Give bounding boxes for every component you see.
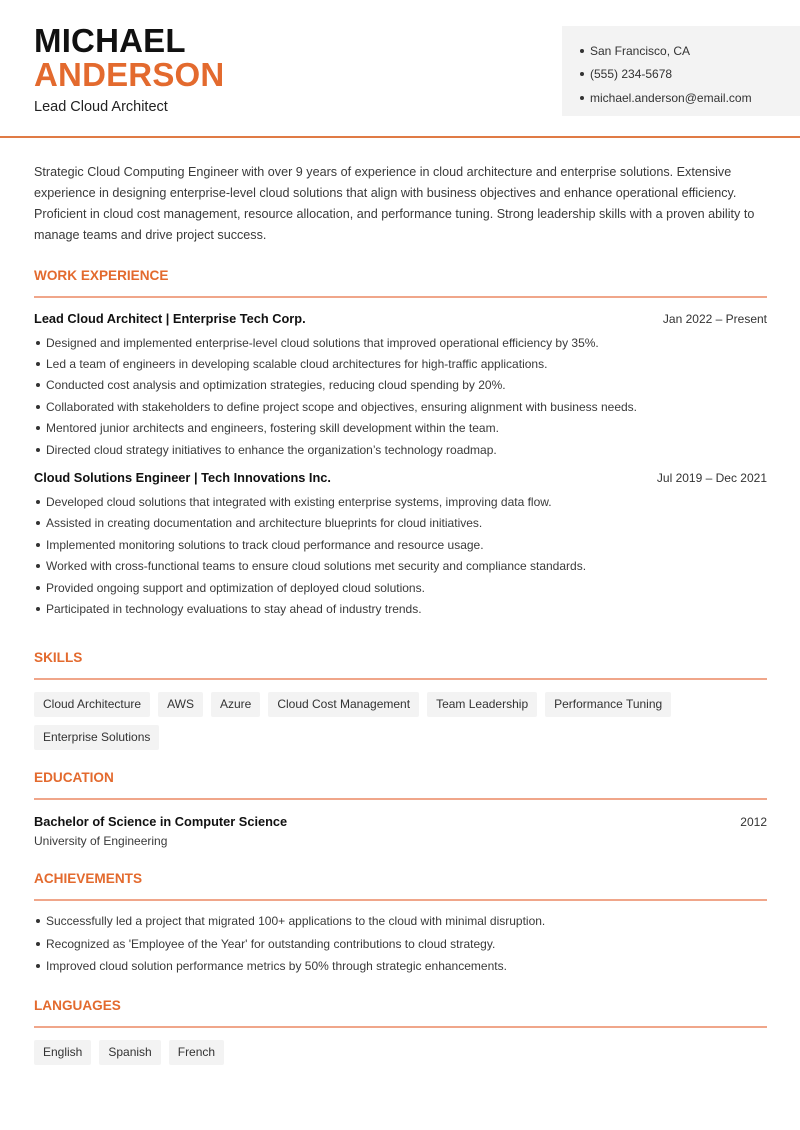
resume-header [0,0,800,138]
contact-location [580,39,800,63]
education-header [34,814,767,829]
first-name: MICHAEL [34,22,186,59]
bullet-icon [36,362,40,366]
bullet-icon [36,586,40,590]
bullet-icon [36,543,40,547]
section-title-achievements: ACHIEVEMENTS [34,871,143,886]
language-tag: English [34,1040,91,1065]
bullet-text: Conducted cost analysis and optimization strategies, reducing cloud spending by 20%. [46,378,506,393]
section-divider [34,798,767,800]
job-entry [34,470,767,619]
job-role: Cloud Solutions Engineer | Tech Innovations Inc. [34,470,331,486]
bullet-icon [580,96,584,100]
list-item [34,332,767,353]
job-title: Lead Cloud Architect [34,99,168,115]
bullet-icon [36,426,40,430]
bullet-icon [36,383,40,387]
list-item [34,534,767,555]
skills-tags [34,692,767,750]
bullet-text: Designed and implemented enterprise-level cloud solutions that improved operational efficiency by 35%. [46,335,599,350]
list-item [34,439,767,460]
bullet-text: Implemented monitoring solutions to track cloud performance and resource usage. [46,537,484,552]
section-divider [34,1026,767,1028]
bullet-icon [36,448,40,452]
skill-tag: Team Leadership [427,692,537,717]
work-experience-section [34,266,767,620]
bullet-icon [36,564,40,568]
job-dates: Jan 2022 – Present [662,311,767,326]
job-bullets [34,332,767,460]
language-tag: French [169,1040,224,1065]
skill-tag: Cloud Architecture [34,692,150,717]
bullet-icon [36,607,40,611]
list-item [34,513,767,534]
section-title-skills: SKILLS [34,650,83,665]
bullet-icon [36,942,40,946]
location-text: San Francisco, CA [590,43,691,58]
bullet-icon [36,919,40,923]
achievements-section [34,869,767,978]
degree: Bachelor of Science in Computer Science [34,814,288,829]
list-item [34,598,767,619]
list-item [34,491,767,512]
bullet-text: Recognized as 'Employee of the Year' for outstanding contributions to cloud strategy. [46,936,496,951]
language-tags [34,1040,767,1065]
bullet-icon [36,405,40,409]
bullet-icon [36,341,40,345]
education-section [34,768,767,848]
skill-tag: AWS [158,692,203,717]
list-item [34,910,767,933]
bullet-icon [36,521,40,525]
bullet-text: Collaborated with stakeholders to define project scope and objectives, ensuring alignment with business needs. [46,399,638,414]
section-divider [34,899,767,901]
bullet-text: Directed cloud strategy initiatives to enhance the organization’s technology roadmap. [46,442,497,457]
section-divider [34,678,767,680]
bullet-text: Improved cloud solution performance metrics by 50% through strategic enhancements. [46,959,507,974]
bullet-text: Mentored junior architects and engineers, fostering skill development within the team. [46,421,499,436]
bullet-text: Successfully led a project that migrated 100+ applications to the cloud with minimal disruption. [46,914,546,929]
bullet-icon [36,964,40,968]
list-item [34,353,767,374]
contact-phone [580,63,800,87]
list-item [34,933,767,956]
bullet-text: Worked with cross-functional teams to ensure cloud solutions met security and compliance standards. [46,559,587,574]
bullet-text: Assisted in creating documentation and architecture blueprints for cloud initiatives. [46,516,483,531]
bullet-text: Participated in technology evaluations to stay ahead of industry trends. [46,601,422,616]
job-dates: Jul 2019 – Dec 2021 [656,470,767,485]
graduation-year: 2012 [740,814,767,829]
job-entry [34,311,767,460]
list-item [34,577,767,598]
bullet-text: Developed cloud solutions that integrated with existing enterprise systems, improving data flow. [46,495,552,510]
job-header [34,470,767,485]
list-item [34,556,767,577]
job-bullets [34,491,767,619]
list-item [34,375,767,396]
languages-section [34,996,767,1065]
last-name: ANDERSON [34,56,225,93]
bullet-text: Led a team of engineers in developing scalable cloud architectures for high-traffic applications. [46,357,548,372]
profile-summary: Strategic Cloud Computing Engineer with over 9 years of experience in cloud architecture and enterprise solutions. Extensive experience in designing enterprise-level cloud solutions that align with business objectives and enhance operational efficiency. Proficient in cloud cost management, resource allocation, and performance tuning. Strong leadership skills with a proven ability to manage teams and drive project success. [34,165,755,242]
section-title-languages: LANGUAGES [34,998,121,1013]
email-text: michael.anderson@email.com [590,90,752,105]
skills-section [34,648,767,750]
section-title-education: EDUCATION [34,770,114,785]
list-item [34,418,767,439]
job-header [34,311,767,326]
section-title-work: WORK EXPERIENCE [34,268,169,283]
list-item [34,955,767,978]
contact-box [562,26,800,116]
skill-tag: Azure [211,692,260,717]
phone-text: (555) 234-5678 [590,67,673,82]
skill-tag: Performance Tuning [545,692,671,717]
bullet-icon [580,72,584,76]
section-divider [34,296,767,298]
bullet-icon [580,49,584,53]
bullet-icon [36,500,40,504]
bullet-text: Provided ongoing support and optimization of deployed cloud solutions. [46,580,425,595]
skill-tag: Enterprise Solutions [34,725,159,750]
school-name: University of Engineering [34,834,168,848]
job-role: Lead Cloud Architect | Enterprise Tech Corp. [34,311,306,326]
contact-email [580,86,800,110]
skill-tag: Cloud Cost Management [268,692,419,717]
language-tag: Spanish [99,1040,160,1065]
list-item [34,396,767,417]
achievements-list [34,910,767,978]
